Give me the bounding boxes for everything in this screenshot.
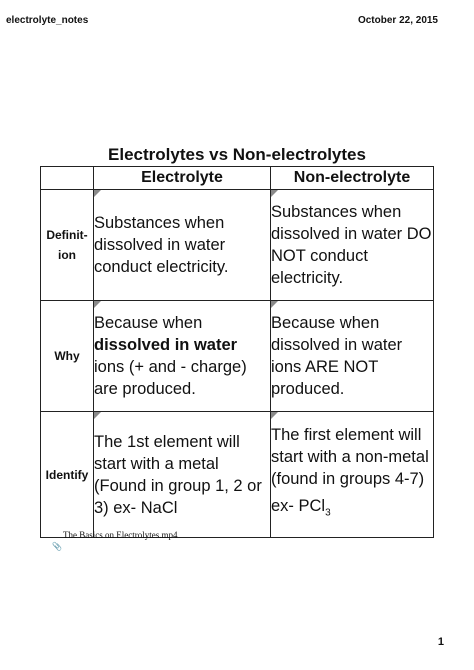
attachment-link[interactable]: The Basics on Electrolytes.mp4 [63,530,178,540]
paperclip-icon[interactable]: 📎 [52,542,62,551]
identify-non-electrolyte-example [271,495,433,524]
comparison-table [40,166,434,538]
header-date: October 22, 2015 [357,15,438,26]
why-electrolyte-pre: Because when [94,314,203,332]
row-label-identify: Identify [41,412,94,538]
note-corner-icon [271,190,278,197]
row-label-line: Definit- [46,228,88,242]
why-non-electrolyte-text: Because when dissolved in water ions ARE NOT produced. [271,314,403,398]
definition-electrolyte-text: Substances when dissolved in water conduct electricity. [94,214,229,276]
note-corner-icon [94,412,101,419]
column-header-electrolyte: Electrolyte [94,167,271,190]
header-filename: electrolyte_notes [6,15,89,26]
why-electrolyte-cell [94,301,271,412]
identify-non-electrolyte-text: The first element will start with a non-metal (found in groups 4-7) [271,426,429,489]
example-formula: ex- PCl [271,497,326,516]
page-number: 1 [437,636,444,648]
why-electrolyte-post: ions (+ and - charge) are produced. [94,358,247,398]
definition-non-electrolyte-text: Substances when dissolved in water DO NOT conduct electricity. [271,203,432,287]
page-title: Electrolytes vs Non-electrolytes [108,145,366,164]
row-label-definition [41,190,94,301]
row-label-line: ion [58,248,76,262]
row-label-why: Why [41,301,94,412]
table-header-row [41,167,434,190]
table-corner-cell [41,167,94,190]
table-row [41,301,434,412]
why-electrolyte-bold: dissolved in water [94,336,238,354]
column-header-non-electrolyte: Non-electrolyte [271,167,434,190]
note-corner-icon [271,301,278,308]
definition-electrolyte-cell [94,190,271,301]
note-corner-icon [271,412,278,419]
identify-electrolyte-text: The 1st element will start with a metal (Found in group 1, 2 or 3) ex- NaCl [94,432,262,517]
note-corner-icon [94,190,101,197]
definition-non-electrolyte-cell [271,190,434,301]
table-row [41,412,434,538]
table-row [41,190,434,301]
identify-electrolyte-cell [94,412,271,538]
identify-non-electrolyte-cell [271,412,434,538]
note-corner-icon [94,301,101,308]
why-non-electrolyte-cell [271,301,434,412]
example-subscript: 3 [325,507,331,519]
